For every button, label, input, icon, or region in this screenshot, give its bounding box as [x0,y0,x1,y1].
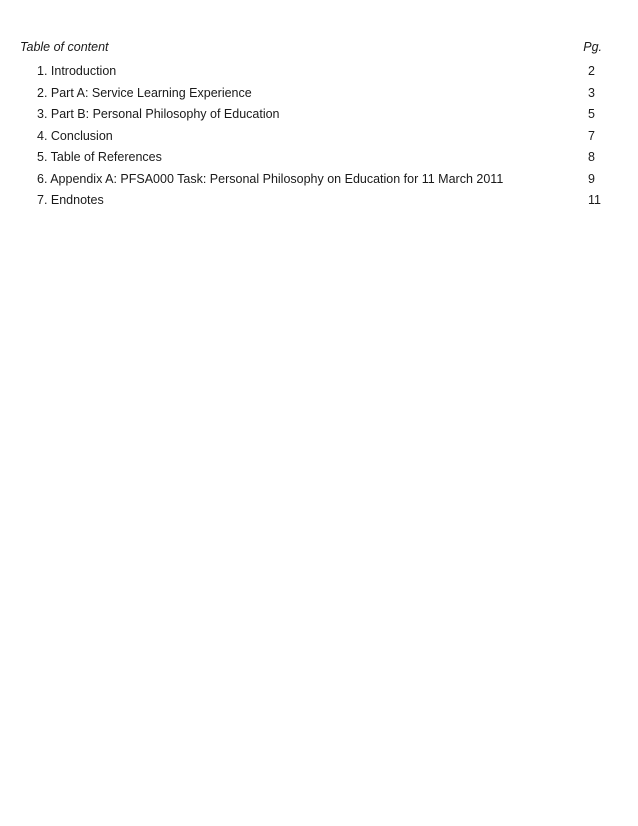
toc-item-label: 6. Appendix A: PFSA000 Task: Personal Philosophy on Education for 11 March 2011 [37,171,504,186]
toc-item-part-b [20,105,602,127]
toc-header [20,40,602,58]
toc-item-label: 5. Table of References [37,150,162,164]
toc-item-label: 1. Introduction [37,64,117,78]
toc-item-references [20,148,602,170]
toc-page-header: Pg. [583,40,602,54]
toc-item-page: 2 [588,64,595,78]
toc-item-label: 3. Part B: Personal Philosophy of Education [37,107,280,121]
toc-item-introduction [20,62,602,84]
toc-item-endnotes [20,191,602,213]
toc-title: Table of content [20,40,109,54]
toc-item-page: 3 [588,85,595,100]
toc-item-page: 7 [588,128,595,143]
toc-item-label: 4. Conclusion [37,128,113,143]
table-of-contents [20,40,602,213]
toc-item-page: 11 [588,193,601,207]
toc-item-page: 9 [588,171,595,186]
toc-item-page: 5 [588,107,595,121]
toc-item-appendix-a [20,170,602,192]
toc-item-label: 7. Endnotes [37,193,104,207]
toc-item-conclusion [20,127,602,149]
toc-item-label: 2. Part A: Service Learning Experience [37,85,252,100]
toc-list [20,62,602,213]
toc-item-page: 8 [588,150,595,164]
toc-item-part-a [20,84,602,106]
